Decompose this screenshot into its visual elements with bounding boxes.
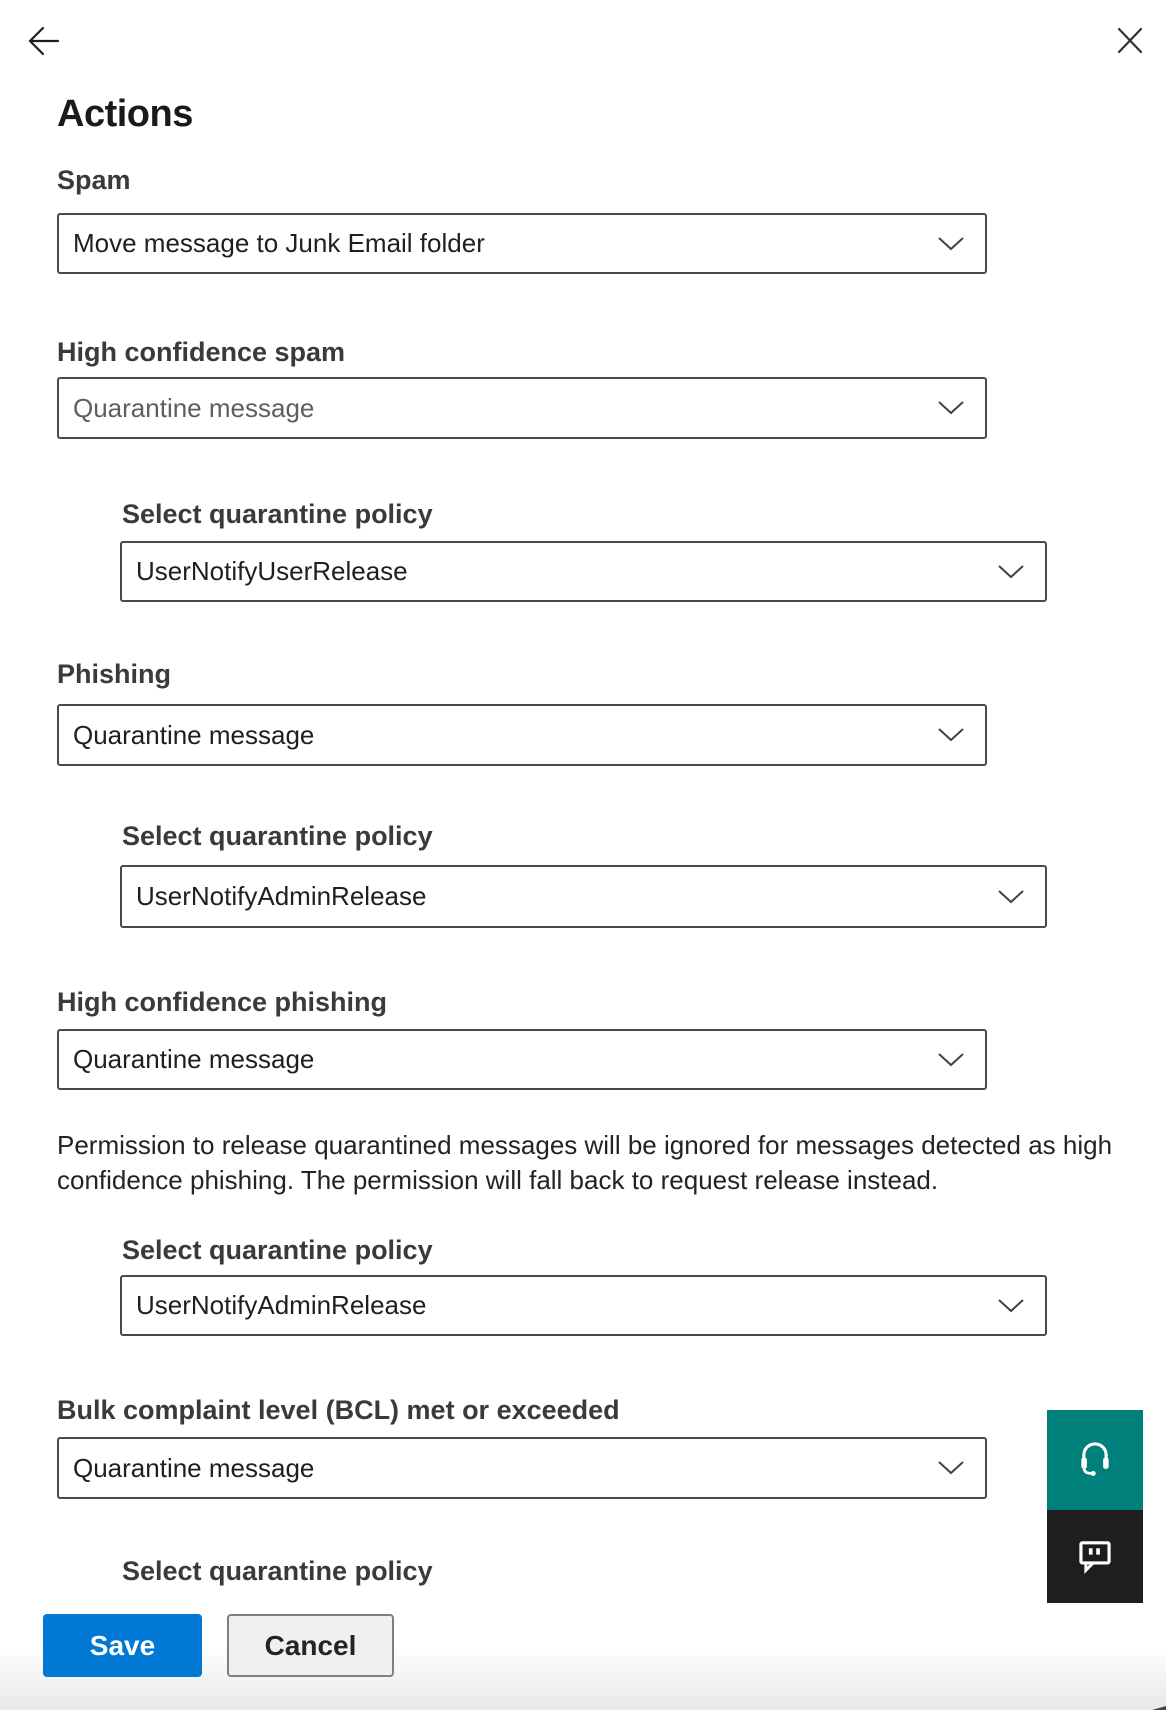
x-icon — [1117, 27, 1143, 57]
chevron-down-icon — [937, 236, 965, 252]
spam-label: Spam — [57, 165, 131, 195]
high-confidence-spam-label: High confidence spam — [57, 337, 346, 367]
high-confidence-phishing-action-value: Quarantine message — [73, 1044, 315, 1074]
chevron-down-icon — [937, 1052, 965, 1068]
phishing-quarantine-policy-label: Select quarantine policy — [122, 821, 433, 851]
bcl-label: Bulk complaint level (BCL) met or exceeded — [57, 1395, 620, 1425]
bcl-action-value: Quarantine message — [73, 1452, 315, 1483]
chevron-down-icon — [937, 400, 965, 416]
chevron-down-icon — [997, 1298, 1025, 1314]
headset-icon — [1074, 1438, 1116, 1483]
spam-action-dropdown[interactable] — [57, 213, 987, 274]
high-confidence-spam-action-value: Quarantine message — [73, 392, 315, 423]
hcp-quarantine-policy-value: UserNotifyAdminRelease — [136, 1290, 427, 1320]
footer — [0, 1588, 1166, 1710]
page-title: Actions — [57, 93, 193, 135]
arrow-left-icon — [27, 25, 61, 60]
chevron-down-icon — [937, 1460, 965, 1476]
hcs-quarantine-policy-dropdown[interactable] — [120, 541, 1047, 602]
phishing-action-dropdown[interactable] — [57, 704, 987, 766]
high-confidence-phishing-action-dropdown[interactable] — [57, 1029, 987, 1090]
hcs-quarantine-policy-label: Select quarantine policy — [122, 499, 433, 529]
chevron-down-icon — [937, 727, 965, 743]
bcl-action-dropdown[interactable] — [57, 1437, 987, 1499]
phishing-quarantine-policy-dropdown[interactable] — [120, 865, 1047, 928]
back-button[interactable] — [24, 22, 64, 62]
chevron-down-icon — [997, 564, 1025, 580]
support-button[interactable] — [1047, 1410, 1143, 1510]
hcp-quarantine-policy-label: Select quarantine policy — [122, 1235, 433, 1265]
high-confidence-phishing-label: High confidence phishing — [57, 987, 387, 1017]
phishing-label: Phishing — [57, 659, 171, 689]
hcs-quarantine-policy-value: UserNotifyUserRelease — [136, 556, 408, 586]
high-confidence-spam-action-dropdown[interactable] — [57, 377, 987, 439]
save-button[interactable]: Save — [43, 1614, 202, 1677]
chevron-down-icon — [997, 889, 1025, 905]
phishing-action-value: Quarantine message — [73, 719, 315, 750]
chat-feedback-icon — [1073, 1533, 1117, 1580]
close-button[interactable] — [1110, 22, 1150, 62]
bcl-quarantine-policy-label: Select quarantine policy — [122, 1556, 433, 1586]
hcp-permission-note: Permission to release quarantined messages will be ignored for messages detected as high confidence phishing. The permission will fall back to request release instead. — [57, 1130, 1113, 1195]
cancel-button[interactable]: Cancel — [227, 1614, 394, 1677]
hcp-quarantine-policy-dropdown[interactable] — [120, 1275, 1047, 1336]
feedback-chat-button[interactable] — [1047, 1510, 1143, 1603]
phishing-quarantine-policy-value: UserNotifyAdminRelease — [136, 881, 427, 911]
spam-action-value: Move message to Junk Email folder — [73, 228, 485, 258]
